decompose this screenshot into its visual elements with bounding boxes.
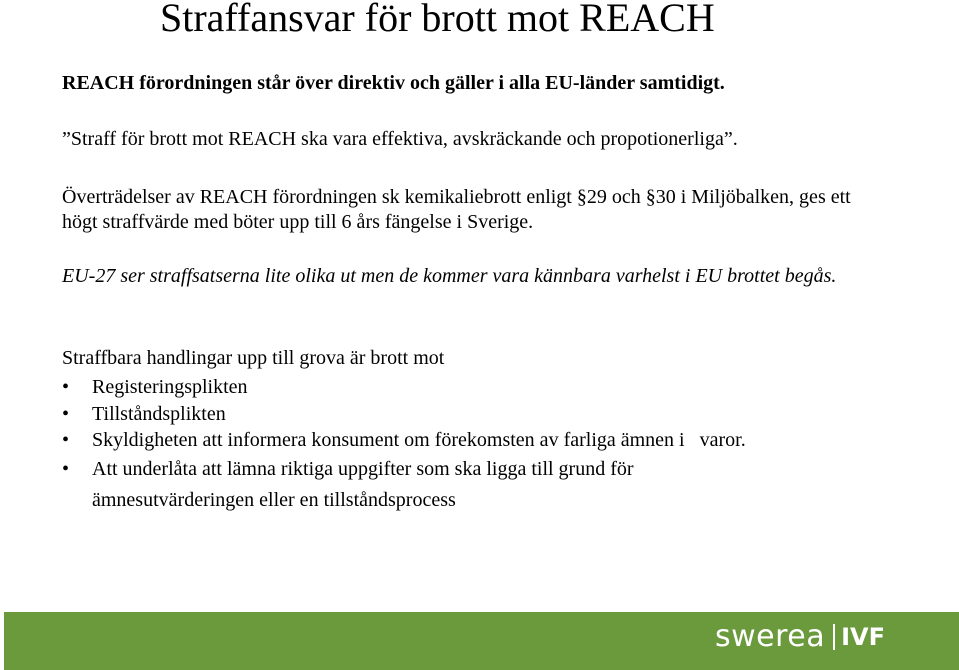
footer-bar bbox=[4, 612, 959, 670]
bullet-icon: • bbox=[62, 457, 70, 480]
bullet-icon: • bbox=[62, 376, 70, 398]
eu27-paragraph: EU-27 ser straffsatserna lite olika ut men de kommer vara kännbara varhelst i EU brottet begås. bbox=[62, 265, 837, 287]
list-item bbox=[62, 454, 792, 516]
list-item-text: Att underlåta att lämna riktiga uppgifter som ska ligga till grund för ämnesutvärderingen eller en tillståndsprocess bbox=[92, 457, 634, 511]
list-item bbox=[62, 374, 792, 401]
slide-title: Straffansvar för brott mot REACH bbox=[160, 0, 715, 40]
bullet-icon: • bbox=[62, 429, 70, 451]
list-item-text: Registeringsplikten bbox=[92, 376, 248, 398]
logo-wordmark: swerea bbox=[714, 619, 826, 654]
logo-divider bbox=[833, 624, 835, 650]
list-item bbox=[62, 427, 792, 454]
list-item-text: Tillståndsplikten bbox=[92, 402, 226, 425]
list-item-text: Skyldigheten att informera konsument om förekomsten av farliga ämnen i varor. bbox=[92, 429, 746, 451]
lead-paragraph: REACH förordningen står över direktiv och gäller i alla EU-länder samtidigt. bbox=[62, 72, 725, 94]
swerea-ivf-logo bbox=[715, 619, 885, 654]
offences-intro: Straffbara handlingar upp till grova är brott mot bbox=[62, 347, 445, 369]
penalty-quote: ”Straff för brott mot REACH ska vara effektiva, avskräckande och propotionerliga”. bbox=[62, 128, 738, 150]
bullet-icon: • bbox=[62, 402, 70, 425]
offences-list bbox=[62, 374, 792, 516]
violations-paragraph: Överträdelser av REACH förordningen sk kemikaliebrott enligt §29 och §30 i Miljöbalken, ges ett högt straffvärde med böter upp till 6 års fängelse i Sverige. bbox=[62, 186, 851, 233]
list-item bbox=[62, 401, 792, 428]
logo-subbrand: IVF bbox=[841, 622, 885, 651]
